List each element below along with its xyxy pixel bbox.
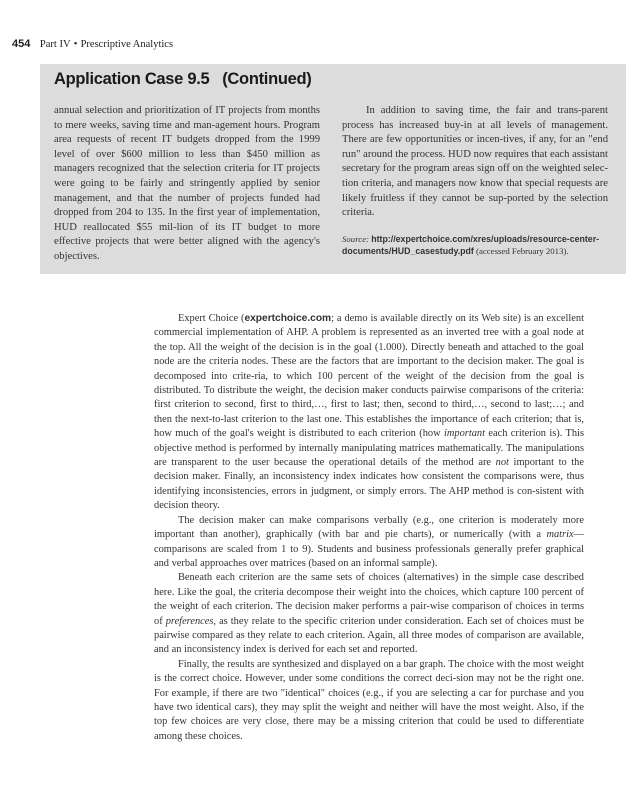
application-case-box	[40, 64, 626, 274]
running-head	[12, 38, 173, 50]
page-number: 454	[12, 38, 31, 50]
p3-text-a: Beneath each criterion are the same sets of choices (alternatives) in the simple case described here. Like the goal, the criteria decompose their weight into the choices, which capture 100 percent of the weight of each criterion. The decision maker performs a pair-wise comparison of choices in terms of	[154, 572, 584, 627]
p1-text-d: important to the decision maker. Finally, an inconsistency index indicates how consistent the comparisons were, thus identifying inconsistencies, errors in judgment, or simply errors. The AHP method is con-sistent with decision theory.	[154, 457, 584, 512]
header-separator: •	[73, 39, 78, 50]
case-title: Application Case 9.5 (Continued)	[54, 70, 312, 88]
p1-emphasis-not: not	[495, 457, 509, 469]
p1-text-b: ; a demo is available directly on its Web site) is an excellent commercial implementation of AHP. A problem is represented as an inverted tree with a goal node at the top. All the weight of the decision is in the goal (1.000). Directly beneath and attached to the goal node are the criteria nodes. These are the factors that are important to the decision maker. The goal is decomposed into crite-ria, to which 100 percent of the weight of the decision from the goal is distributed. To distribute the weight, the decision maker conducts pairwise comparisons of the criteria: first criterion to second, first to third,…, first to last; then, second to third,…, second to last;…; and then the next-to-last criterion to the last one. This establishes the importance of each criterion; that is, how much of the goal's weight is distributed to each criterion (how	[154, 313, 584, 440]
paragraph-results: Finally, the results are synthesized and displayed on a bar graph. The choice with the most weight is the correct choice. However, under some conditions the correct deci-sion may not be the right one. For example, if there are two "identical" choices (e.g., if you are selecting a car for purchase and you have two identical cars), they may split the weight and neither will have the most weight. Also, if the top few choices are very close, there may be a missing criterion that could be used to differentiate among these choices.	[154, 658, 584, 742]
source-accessed: (accessed February 2013).	[476, 246, 569, 257]
case-source	[342, 233, 608, 258]
part-label: Part IV	[39, 39, 71, 50]
p3-emphasis-preferences: preferences,	[165, 615, 217, 627]
p2-text-b: —comparisons are scaled from 1 to 9). Students and business professionals generally prefer graphical and verbal approaches over matrices (based on an informal sample).	[154, 529, 584, 569]
p2-text-a: The decision maker can make comparisons verbally (e.g., one criterion is moderately more important than another), graphically (with bar and pie charts), or numerically (with a	[154, 514, 584, 541]
source-link[interactable]: http://expertchoice.com/xres/uploads/resource-center-documents/HUD_casestudy.pdf	[342, 233, 600, 257]
expertchoice-link[interactable]: expertchoice.com	[244, 313, 332, 324]
p1-text-a: Expert Choice (	[178, 313, 245, 324]
main-body-text	[154, 312, 584, 744]
case-right-text: In addition to saving time, the fair and trans-parent process has increased buy-in at all levels of management. There are few opportunities or incen-tives, if any, for an "end run" around the process. HUD now requires that each assistant secretary for the program areas sign off on the weighted selec-tion criteria, and managers now know that special requests are likely fruitless if they cannot be sup-ported by the selection criteria.	[342, 105, 608, 219]
paragraph-comparisons	[154, 514, 584, 572]
p3-text-b: as they relate to the specific criterion under consideration. Each set of choices must be pairwise compared as they relate to each criterion. Again, all three modes of comparison are available, and an inconsistency index is derived for each set and reported.	[154, 615, 584, 656]
paragraph-choices	[154, 571, 584, 657]
paragraph-expert-choice	[154, 312, 584, 514]
case-right-column	[342, 104, 608, 258]
p2-emphasis-matrix: matrix	[546, 529, 574, 541]
p1-text-c: each criterion is). This objective method is performed by internally manipulating matrices mathematically. The manipulations are transparent to the user because the operational details of the method are	[154, 428, 585, 469]
case-left-column	[54, 104, 320, 265]
section-label: Prescriptive Analytics	[80, 39, 174, 50]
source-label: Source:	[342, 233, 370, 244]
p1-emphasis-important: important	[444, 428, 485, 440]
case-left-text: annual selection and prioritization of IT projects from months to mere weeks, saving time and man-agement hours. Program area requests of recent IT budgets dropped from the 1999 level of over $600 million to less than $450 million as managers recognized that the selection criteria for IT projects were going to be fairly and stringently applied by senior management, and that the number of projects funded had dropped from 204 to 135. In the first year of implementation, HUD reallocated $55 mil-lion of its IT budget to more effective projects that were better aligned with the agency's objectives.	[54, 105, 320, 262]
